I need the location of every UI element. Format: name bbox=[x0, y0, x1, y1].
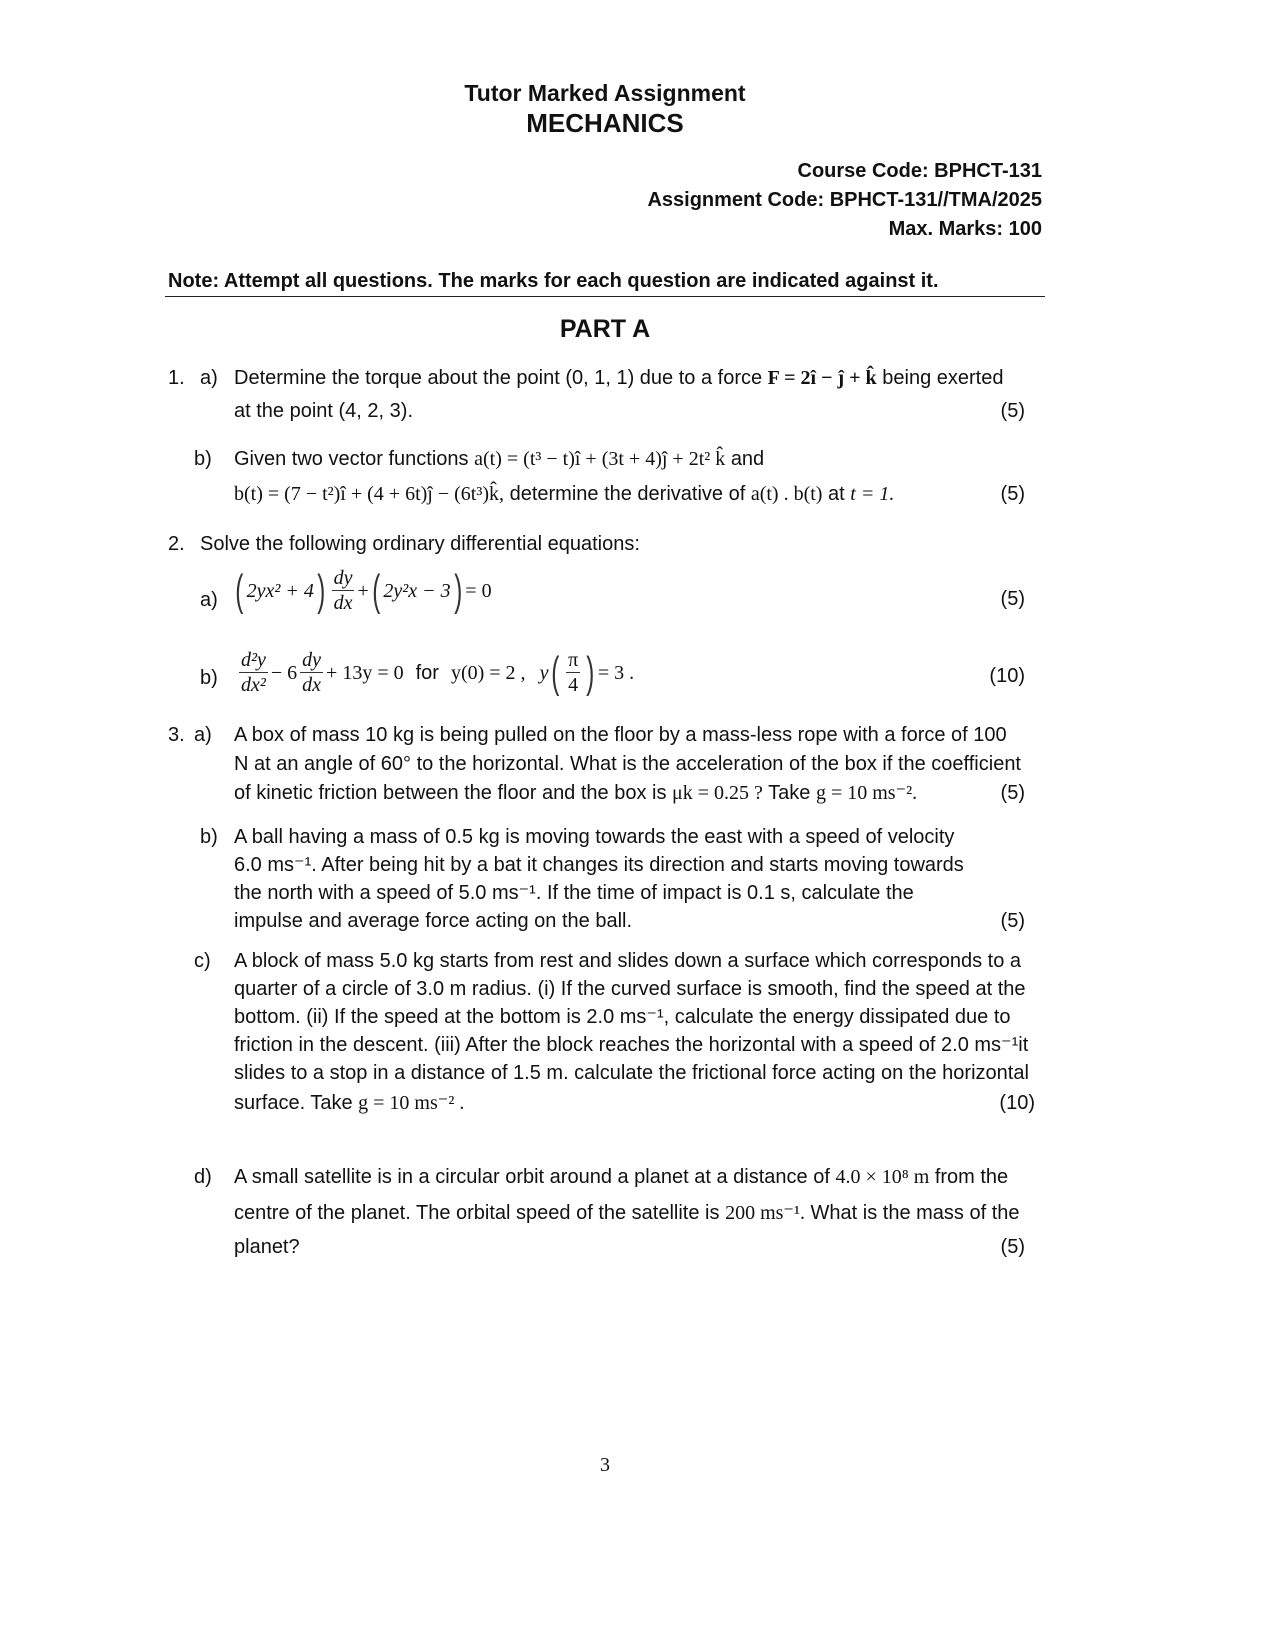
q3a-line: A box of mass 10 kg is being pulled on the floor by a mass-less rope with a force of 100 bbox=[234, 724, 1007, 746]
q1b-text-at: at bbox=[828, 483, 845, 505]
marks: (5) bbox=[1000, 400, 1025, 422]
q3c-line: bottom. (ii) If the speed at the bottom is 2.0 ms⁻¹, calculate the energy dissipated due to bbox=[234, 1006, 1011, 1028]
q3a-text: of kinetic friction between the floor and the box is bbox=[234, 782, 667, 804]
dy-dx-fraction bbox=[332, 566, 355, 615]
equals-zero: = 0 bbox=[465, 579, 492, 602]
q3b-line: A ball having a mass of 0.5 kg is moving towards the east with a speed of velocity bbox=[234, 826, 955, 848]
q3c-line: A block of mass 5.0 kg starts from rest and slides down a surface which corresponds to a bbox=[234, 950, 1022, 972]
denominator: dx bbox=[302, 674, 322, 696]
ode-a-term2: 2y²x − 3 bbox=[383, 579, 451, 602]
subquestion-label: a) bbox=[194, 724, 212, 746]
q3d-text: A small satellite is in a circular orbit around a planet at a distance of bbox=[234, 1166, 830, 1188]
vector-b-expression: b(t) = (7 − t²)î + (4 + 6t)ĵ − (6t³)k̂, bbox=[234, 483, 505, 505]
left-paren: ( bbox=[372, 565, 381, 615]
marks: (5) bbox=[1000, 1236, 1025, 1258]
numerator: π bbox=[568, 649, 579, 671]
vector-a-expression: a(t) = (t³ − t)î + (3t + 4)ĵ + 2t² k̂ bbox=[474, 448, 726, 470]
take-text: Take bbox=[768, 782, 811, 804]
assignment-code: Assignment Code: BPHCT-131//TMA/2025 bbox=[647, 189, 1042, 211]
ode-a-equation bbox=[232, 566, 492, 615]
q3d-text-end: What is the mass of the bbox=[810, 1202, 1020, 1224]
subquestion-label: c) bbox=[194, 950, 211, 972]
q3b-line: the north with a speed of 5.0 ms⁻¹. If the time of impact is 0.1 s, calculate the bbox=[234, 882, 914, 904]
instruction-note: Note: Attempt all questions. The marks for each question are indicated against it. bbox=[168, 270, 939, 292]
left-paren: ( bbox=[235, 565, 244, 615]
marks: (5) bbox=[1000, 782, 1025, 804]
q3d-text-end: from the bbox=[934, 1166, 1009, 1188]
ode-a-term1: 2yx² + 4 bbox=[246, 579, 314, 602]
ode-b-equation bbox=[236, 648, 634, 697]
marks: (5) bbox=[1000, 588, 1025, 610]
q3b-line: 6.0 ms⁻¹. After being hit by a bat it changes its direction and starts moving towards bbox=[234, 854, 964, 876]
q1a-text-line1 bbox=[234, 364, 1003, 392]
q3c-last-line bbox=[234, 1089, 464, 1117]
marks: (5) bbox=[1000, 910, 1025, 932]
course-code: Course Code: BPHCT-131 bbox=[797, 160, 1042, 182]
for-text: for bbox=[415, 661, 439, 684]
marks: (10) bbox=[989, 665, 1025, 687]
plus-sign: + bbox=[357, 579, 369, 602]
left-paren: ( bbox=[551, 647, 560, 697]
right-paren: ) bbox=[453, 565, 462, 615]
q1b-text-line2 bbox=[234, 480, 894, 508]
orbital-speed: 200 ms⁻¹. bbox=[725, 1202, 805, 1224]
q3c-line: friction in the descent. (iii) After the block reaches the horizontal with a speed of 2.0 ms⁻¹it bbox=[234, 1034, 1029, 1056]
q3d-line3: planet? bbox=[234, 1236, 300, 1258]
pi-over-4-fraction bbox=[566, 648, 580, 697]
marks: (5) bbox=[1000, 483, 1025, 505]
document-title: Tutor Marked Assignment bbox=[464, 80, 746, 106]
numerator: dy bbox=[333, 567, 353, 589]
coefficient: − 6 bbox=[270, 661, 298, 684]
dy-dx-fraction bbox=[300, 648, 323, 697]
gravity-value: g = 10 ms⁻². bbox=[815, 782, 918, 804]
denominator: dx bbox=[333, 592, 353, 614]
right-paren: ) bbox=[317, 565, 326, 615]
friction-coefficient: μk = 0.25 ? bbox=[672, 782, 763, 804]
initial-condition-2-end: = 3 . bbox=[597, 661, 635, 684]
subquestion-label: a) bbox=[200, 367, 218, 389]
q1a-text-end: being exerted bbox=[882, 367, 1004, 389]
numerator: dy bbox=[302, 649, 322, 671]
ode-b-rest: + 13y = 0 bbox=[326, 661, 404, 684]
subquestion-label: a) bbox=[200, 589, 218, 611]
q1b-text: Given two vector functions bbox=[234, 448, 469, 470]
q2-intro: Solve the following ordinary differential equations: bbox=[200, 533, 640, 555]
q3d-line2 bbox=[234, 1199, 1020, 1227]
q1b-text-mid: determine the derivative of bbox=[509, 483, 746, 505]
q3d-line1 bbox=[234, 1163, 1008, 1191]
right-paren: ) bbox=[586, 647, 595, 697]
numerator: d²y bbox=[241, 649, 266, 671]
subquestion-label: b) bbox=[194, 448, 212, 470]
q3c-text: surface. Take bbox=[234, 1092, 353, 1114]
page-number: 3 bbox=[600, 1454, 610, 1476]
marks: (10) bbox=[999, 1092, 1035, 1114]
max-marks: Max. Marks: 100 bbox=[888, 218, 1042, 240]
initial-condition-1: y(0) = 2 , bbox=[450, 661, 526, 684]
q1b-text-and: and bbox=[730, 448, 765, 470]
q3b-line: impulse and average force acting on the ball. bbox=[234, 910, 633, 932]
q3d-text: centre of the planet. The orbital speed of the satellite is bbox=[234, 1202, 720, 1224]
q3c-line: quarter of a circle of 3.0 m radius. (i) If the curved surface is smooth, find the speed at the bbox=[234, 978, 1026, 1000]
subquestion-label: b) bbox=[200, 826, 218, 848]
q3a-line3 bbox=[234, 779, 917, 807]
subquestion-label: b) bbox=[200, 667, 218, 689]
q1a-text: Determine the torque about the point (0, 1, 1) due to a force bbox=[234, 367, 763, 389]
question-number: 2. bbox=[168, 533, 185, 555]
denominator: dx² bbox=[241, 674, 266, 696]
question-number: 3. bbox=[168, 724, 185, 746]
d2y-dx2-fraction bbox=[239, 648, 268, 697]
force-expression: F = 2î − ĵ + k̂ bbox=[767, 367, 877, 389]
question-number: 1. bbox=[168, 367, 185, 389]
subquestion-label: d) bbox=[194, 1166, 212, 1188]
gravity-value: g = 10 ms⁻² . bbox=[358, 1092, 465, 1114]
t-value: t = 1. bbox=[850, 483, 895, 505]
part-heading: PART A bbox=[559, 315, 651, 343]
divider-line bbox=[165, 296, 1045, 297]
initial-condition-2-y: y bbox=[539, 661, 549, 684]
subject-title: MECHANICS bbox=[526, 108, 684, 138]
orbit-distance: 4.0 × 10⁸ m bbox=[835, 1166, 930, 1188]
denominator: 4 bbox=[568, 674, 579, 696]
q3c-line: slides to a stop in a distance of 1.5 m. calculate the frictional force acting on the horizontal bbox=[234, 1062, 1029, 1084]
q3a-line: N at an angle of 60° to the horizontal. What is the acceleration of the box if the coefficient bbox=[234, 753, 1021, 775]
dot-product-expression: a(t) . b(t) bbox=[750, 483, 823, 505]
q1b-text-line1 bbox=[234, 445, 764, 473]
q1a-text-line2: at the point (4, 2, 3). bbox=[234, 400, 413, 422]
